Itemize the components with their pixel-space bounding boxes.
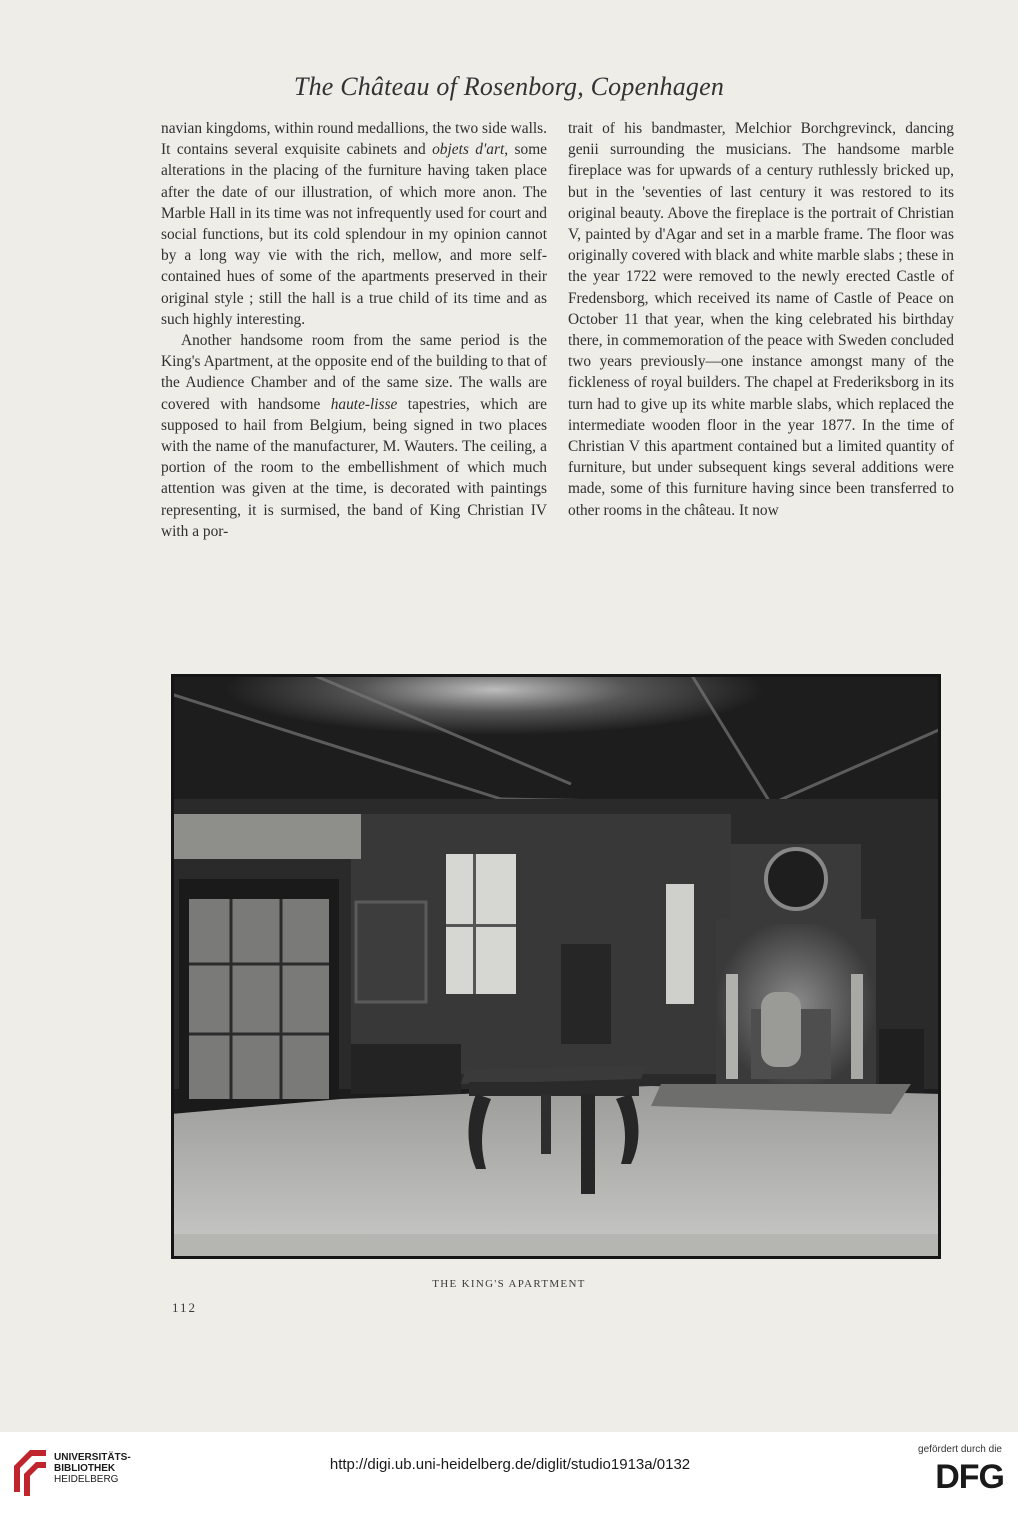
photo-illustration [171, 674, 941, 1259]
permalink-url[interactable]: http://digi.ub.uni-heidelberg.de/diglit/studio1913a/0132 [329, 1456, 691, 1473]
funding-label: gefördert durch die [918, 1444, 1002, 1455]
university-library-logo-icon [10, 1444, 50, 1502]
paragraph: navian kingdoms, within round medallions, the two side walls. It contains several exquisite cabinets and objets d'art, some alterations in the placing of the furniture having taken place after the date of our illustration, of which more anon. The Marble Hall in its time was not infrequently used for court and social functions, but its cold splendour in my opinion cannot by a long way vie with the rich, mellow, and more self-contained hues of some of the apartments preserved in their original style ; still the hall is a true child of its time and as such highly interesting. [161, 120, 548, 328]
dfg-logo: DFG [935, 1458, 1004, 1496]
photo-caption: THE KING'S APARTMENT [432, 1278, 586, 1290]
university-library-name: UNIVERSITÄTS- BIBLIOTHEK HEIDELBERG [54, 1452, 131, 1485]
digitization-footer [0, 1432, 1018, 1513]
italic-term: haute-lisse [330, 395, 398, 413]
text-column-left [161, 118, 547, 542]
text-column-right [568, 118, 954, 521]
kings-apartment-photograph [171, 674, 941, 1259]
paragraph: Another handsome room from the same period is the King's Apartment, at the opposite end of the building to that of the Audience Chamber and of the same size. The walls are covered with handsome haute-lisse tapestries, which are supposed to hail from Belgium, being signed in two places with the name of the manufacturer, M. Wauters. The ceiling, a portion of the room to the embellishment of which much attention was given at the time, is decorated with paintings representing, it is surmised, the band of King Christian IV with a por- [161, 332, 547, 540]
page-number: 112 [172, 1300, 198, 1315]
running-head: The Château of Rosenborg, Copenhagen [293, 72, 725, 101]
paragraph: trait of his bandmaster, Melchior Borchgrevinck, dancing genii surrounding the musicians. The handsome marble fireplace was for upwards of a century ruthlessly bricked up, but in the 'seventies of last century it was restored to its original beauty. Above the fireplace is the portrait of Christian V, painted by d'Agar and set in a marble frame. The floor was originally covered with black and white marble slabs ; these in the year 1722 were removed to the newly erected Castle of Fredensborg, which received its name of Castle of Peace on October 11 that year, when the king celebrated his birthday there, in commemoration of the peace with Sweden concluded two years previously—one instance amongst many of the fickleness of royal builders. The chapel at Frederiksborg in its turn had to give up its white marble slabs, which replaced the intermediate wooden floor in the year 1877. In the time of Christian V this apartment contained but a limited quantity of furniture, but under subsequent kings several additions were made, some of this furniture having since been transferred to other rooms in the château. It now [568, 120, 954, 519]
italic-term: objets d'art [432, 141, 505, 159]
